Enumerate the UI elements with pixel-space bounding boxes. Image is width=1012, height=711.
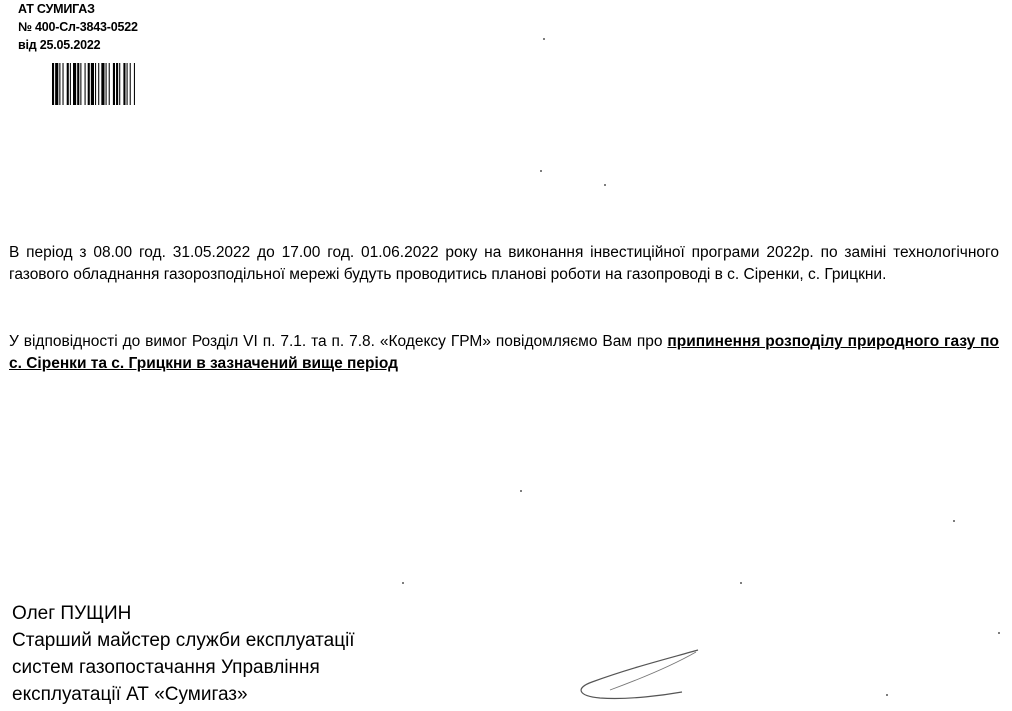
registration-number: № 400-Сл-3843-0522: [18, 20, 138, 34]
scan-speck: [886, 694, 888, 696]
notice-paragraph-works: В період з 08.00 год. 31.05.2022 до 17.00 год. 01.06.2022 року на виконання інвестиційної програми 2022р. по заміні технологічного газового обладнання газорозподільної мережі будуть проводитись планові роботи на газопроводі в с. Сіренки, с. Грицкни.: [9, 244, 999, 283]
signatory-name: Олег ПУЩИН: [12, 603, 132, 624]
signature-block: [12, 600, 355, 708]
scan-speck: [540, 170, 542, 172]
signatory-position-line-2: систем газопостачання Управління: [12, 657, 320, 678]
notice-lead-text: У відповідності до вимог Розділ VI п. 7.1. та п. 7.8. «Кодексу ГРМ» повідомляємо Вам про: [9, 333, 668, 350]
barcode: [52, 63, 197, 105]
signatory-position-line-1: Старший майстер служби експлуатації: [12, 630, 355, 651]
scan-speck: [953, 520, 955, 522]
handwritten-signature: [570, 640, 710, 710]
notice-paragraph-suspension: [9, 331, 999, 375]
registration-date: від 25.05.2022: [18, 38, 101, 52]
scan-speck: [740, 582, 742, 584]
scan-speck: [543, 38, 545, 40]
scan-speck: [520, 490, 522, 492]
signatory-position-line-3: експлуатації АТ «Сумигаз»: [12, 684, 248, 705]
scan-speck: [402, 582, 404, 584]
registration-stamp: [18, 0, 138, 54]
scan-speck: [604, 184, 606, 186]
scan-speck: [998, 632, 1000, 634]
org-name: АТ СУМИГАЗ: [18, 2, 95, 16]
suspension-emphasis: припинення розподілу природного газу по с. Сіренки та с. Грицкни в зазначений вище період: [9, 333, 999, 372]
